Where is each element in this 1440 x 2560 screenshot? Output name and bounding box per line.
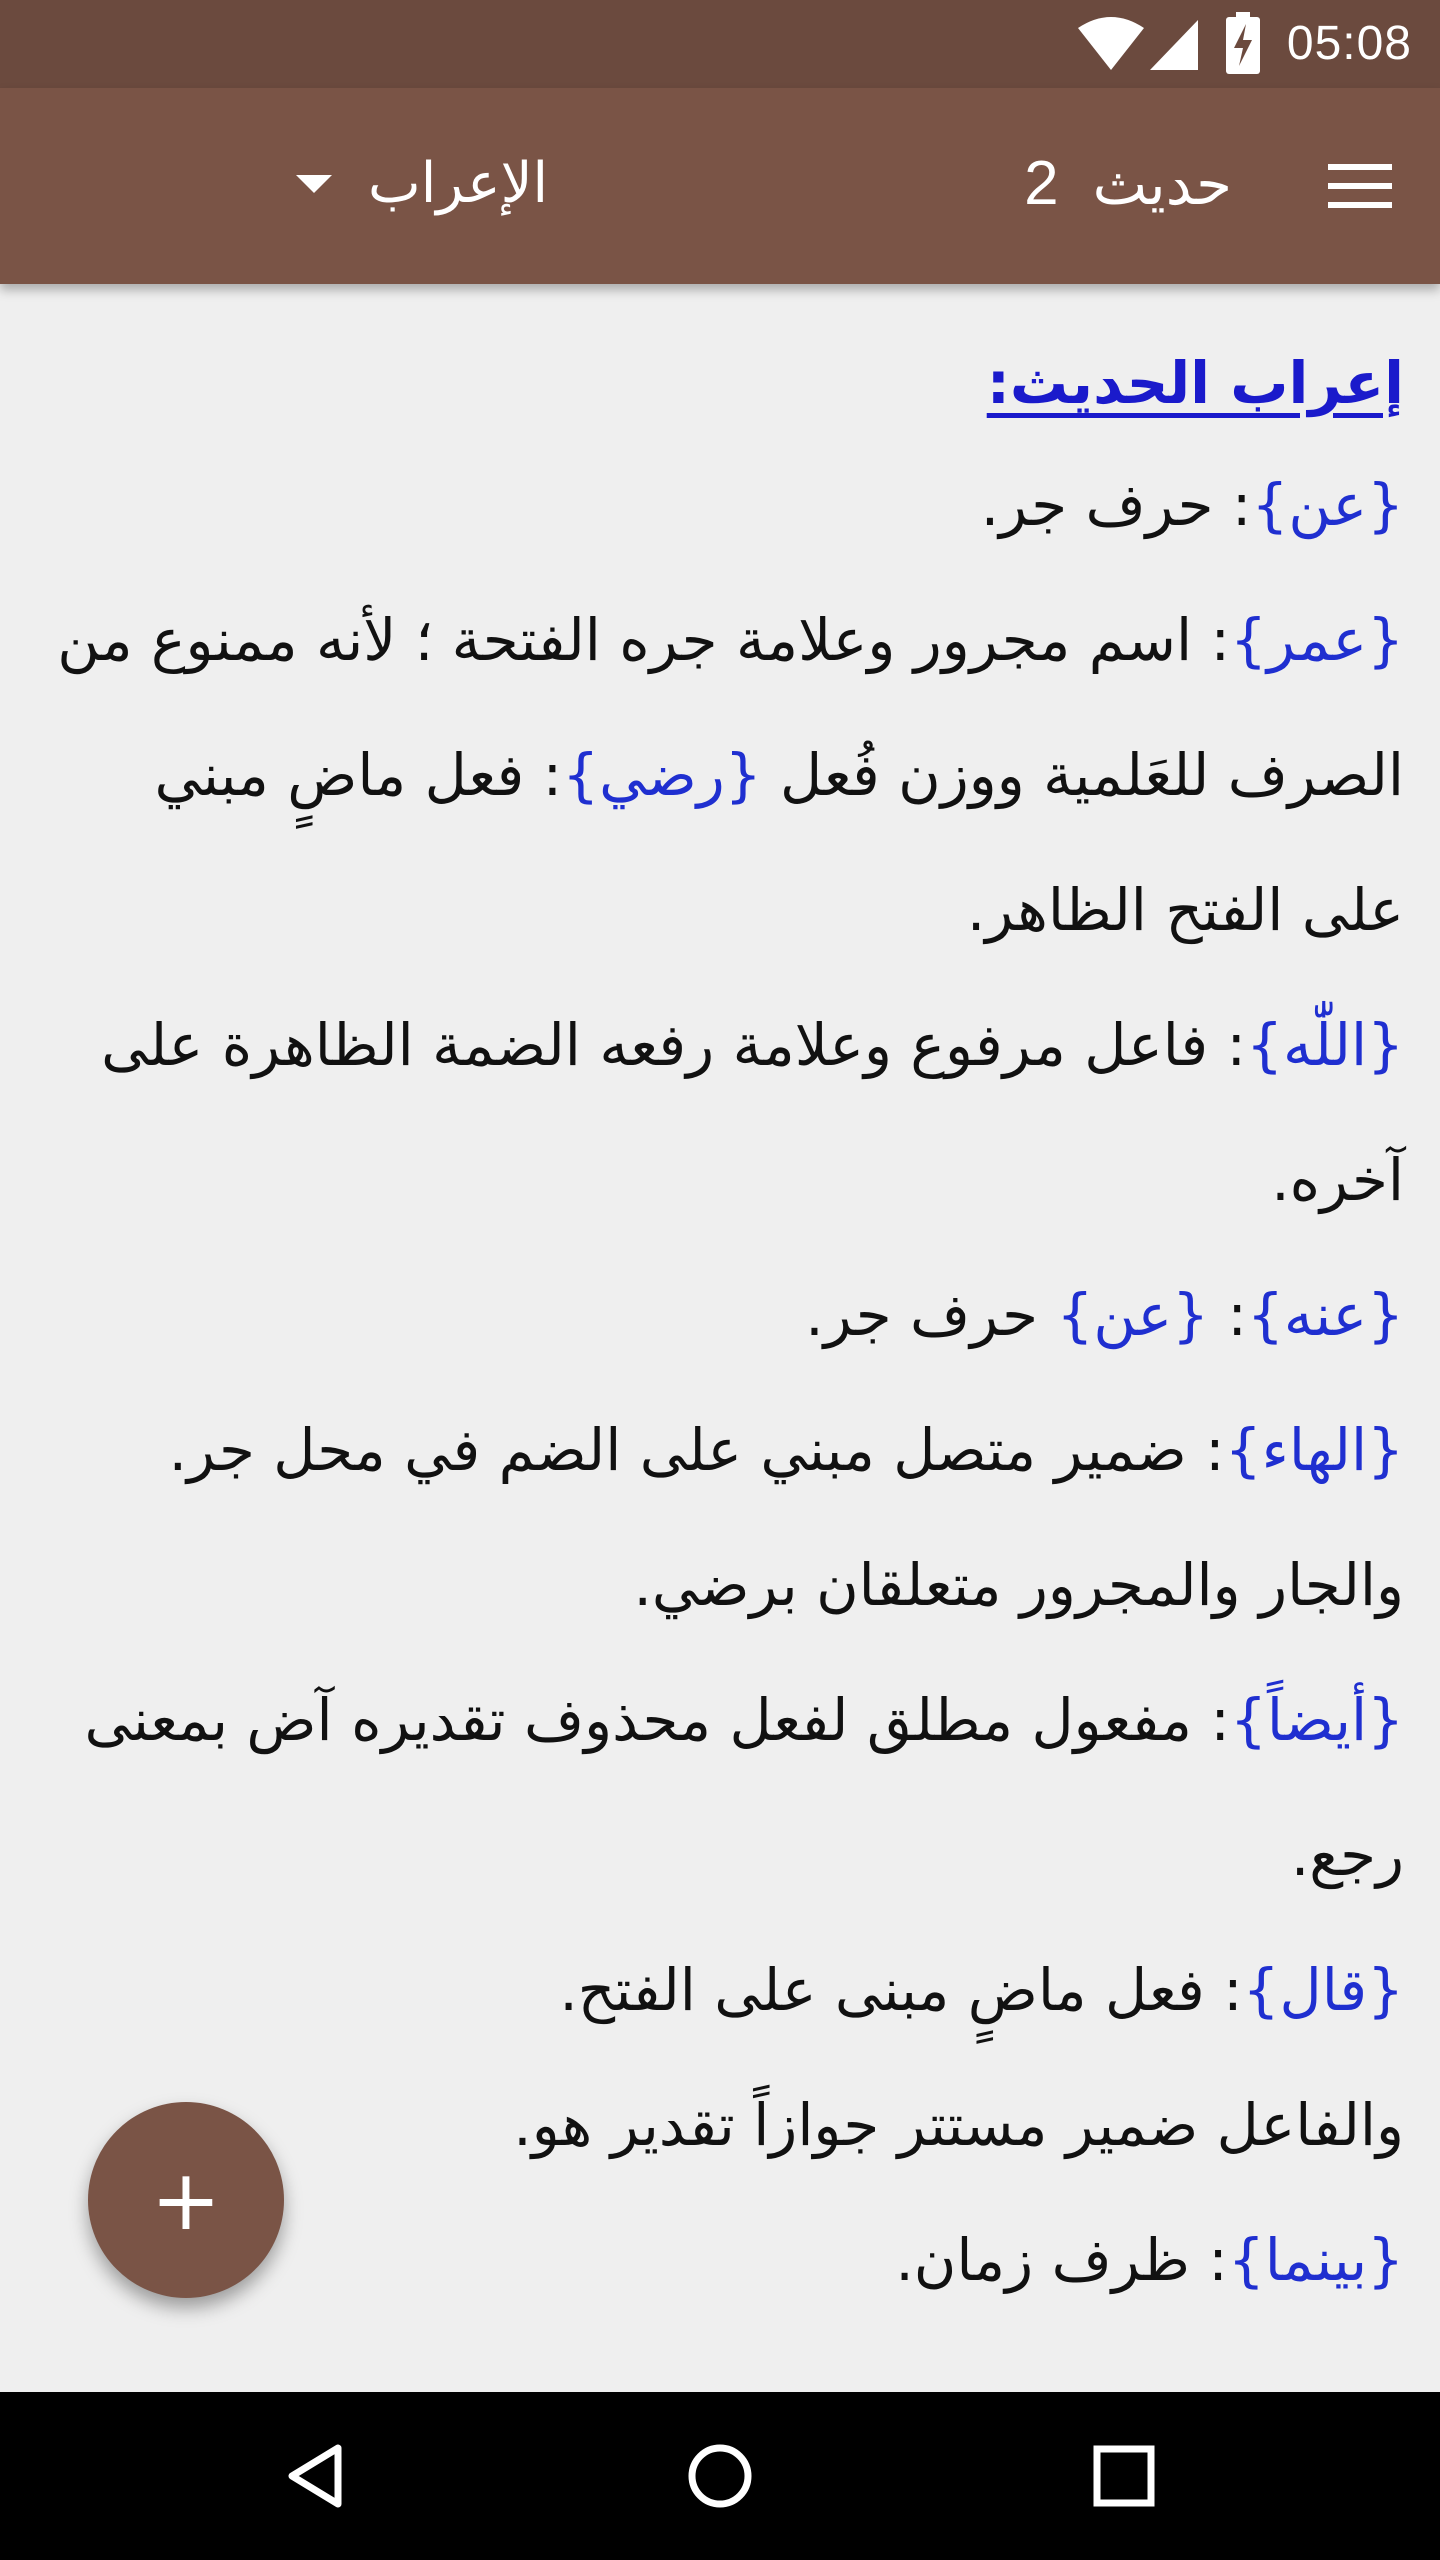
entry-an (34, 438, 1404, 573)
entry-allah (34, 978, 1404, 1248)
irab-text (34, 328, 1404, 2328)
page-title (1024, 134, 1232, 234)
explanation: : فعل ماضٍ مبني على الفتح الظاهر. (154, 741, 1404, 944)
explanation: : حرف جر. (980, 471, 1252, 539)
hadith-number: 2 (1024, 149, 1059, 218)
explanation: : ضمير متصل مبني على الضم في محل جر. (168, 1416, 1225, 1484)
term: {عمر} (1230, 606, 1404, 674)
recents-icon[interactable] (1074, 2426, 1174, 2526)
status-bar (0, 0, 1440, 88)
explanation: : فعل ماضٍ مبنى على الفتح. (559, 1956, 1243, 2024)
explanation: والفاعل ضمير مستتر جوازاً تقدير هو. (513, 2091, 1404, 2159)
explanation: : (1209, 1281, 1247, 1349)
term: {بينما} (1227, 2226, 1404, 2294)
term: {عن} (1056, 1281, 1209, 1349)
back-icon[interactable] (266, 2426, 366, 2526)
term: {الهاء} (1224, 1416, 1404, 1484)
dropdown-arrow-icon (296, 175, 332, 193)
section-spinner-label: الإعراب (368, 151, 549, 216)
hamburger-menu-icon[interactable] (1324, 150, 1396, 222)
term: {قال} (1242, 1956, 1404, 2024)
explanation: : فاعل مرفوع وعلامة رفعه الضمة الظاهرة على آخره. (101, 1011, 1404, 1214)
explanation: حرف جر. (805, 1281, 1057, 1349)
nav-bar (0, 2392, 1440, 2560)
entry-aydan (34, 1653, 1404, 1923)
term: {أيضاً} (1229, 1686, 1404, 1754)
section-heading: إعراب الحديث: (986, 349, 1404, 417)
entry-umar (34, 573, 1404, 978)
explanation: : ظرف زمان. (895, 2226, 1228, 2294)
battery-charging-icon (1226, 12, 1260, 74)
title-text: حديث (1092, 150, 1232, 218)
entry-jar-majrur (34, 1518, 1404, 1653)
section-spinner[interactable] (296, 134, 548, 234)
home-icon[interactable] (670, 2426, 770, 2526)
add-icon: + (150, 2151, 222, 2249)
entry-qala (34, 1923, 1404, 2058)
term: {اللّٰه} (1246, 1011, 1404, 1079)
add-button[interactable] (88, 2102, 284, 2298)
wifi-icon (1078, 16, 1144, 72)
app-bar (0, 88, 1440, 284)
entry-haa (34, 1383, 1404, 1518)
term: {عن} (1251, 471, 1404, 539)
entry-anhu (34, 1248, 1404, 1383)
explanation: : اسم مجرور وعلامة جره الفتحة ؛ لأنه ممنوع من الصرف للعَلمية ووزن فُعل (57, 606, 1404, 809)
term: {عنه} (1246, 1281, 1404, 1349)
explanation: والجار والمجرور متعلقان برضي. (633, 1551, 1404, 1619)
status-time: 05:08 (1286, 17, 1412, 70)
explanation: : مفعول مطلق لفعل محذوف تقديره آض بمعنى رجع. (84, 1686, 1404, 1889)
signal-icon (1150, 16, 1200, 72)
term: {رضي} (562, 741, 762, 809)
content-scroll[interactable] (0, 284, 1440, 2392)
